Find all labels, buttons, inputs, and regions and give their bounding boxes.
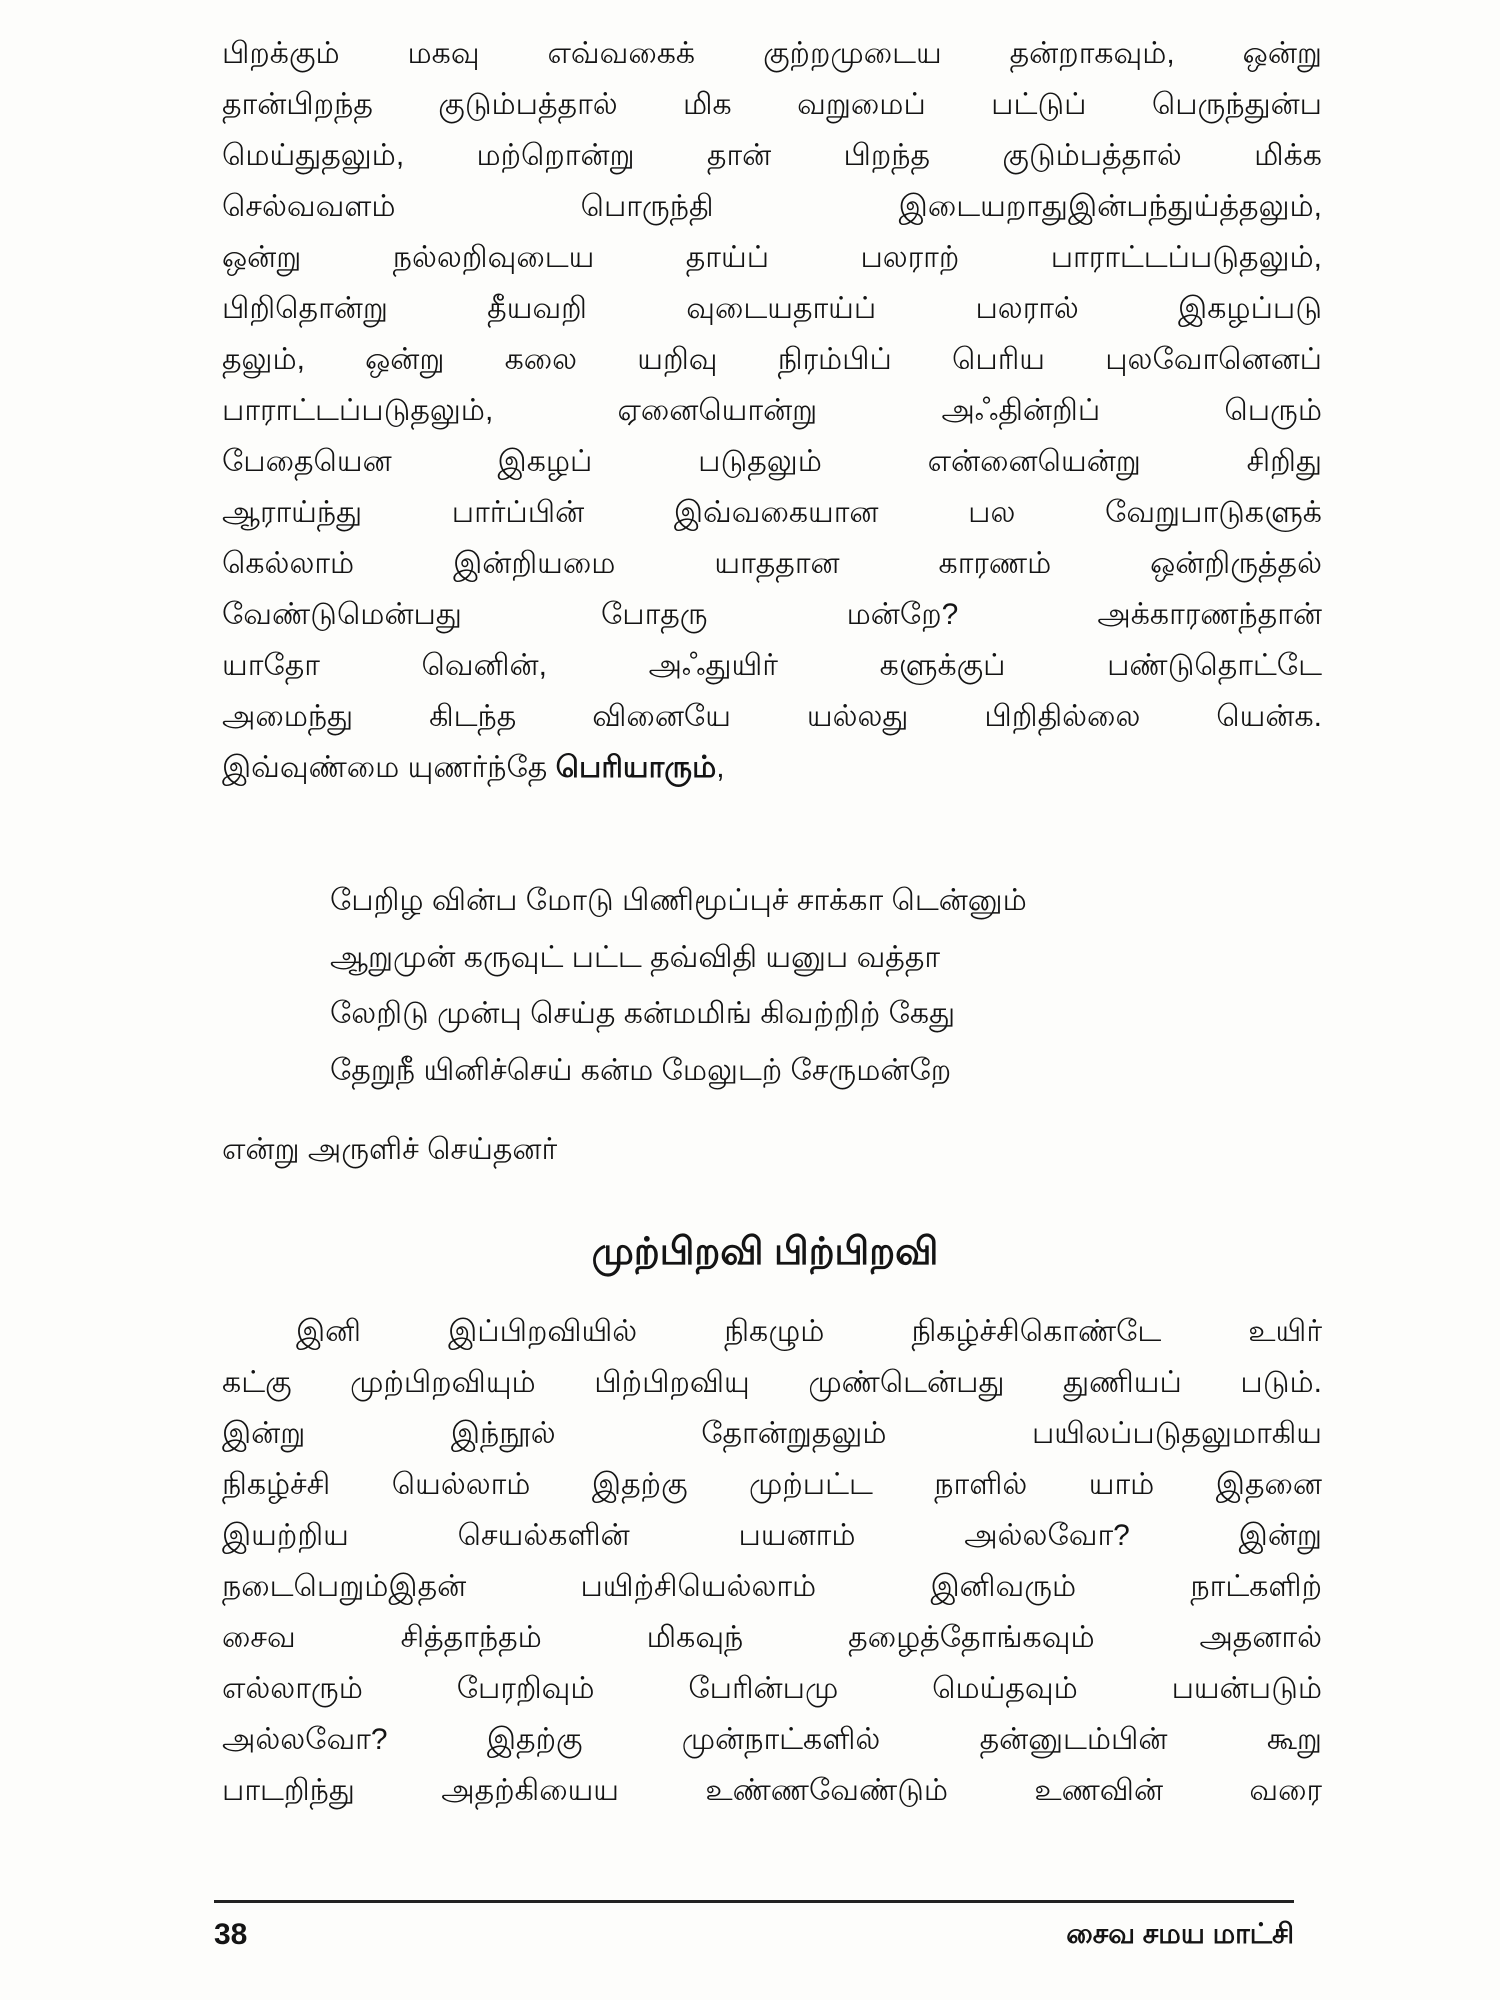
text-line: மெய்துதலும், மற்றொன்று தான் பிறந்த குடும்பத்தால் மிக்க (222, 139, 1322, 172)
page-number: 38 (214, 1918, 248, 1951)
after-verse-line: என்று அருளிச் செய்தனர் (222, 1133, 558, 1166)
text-line: கட்கு முற்பிறவியும் பிற்பிறவியு முண்டென்பது துணியப் படும். (222, 1366, 1322, 1399)
text-line: பிறக்கும் மகவு எவ்வகைக் குற்றமுடைய தன்றாகவும், ஒன்று (222, 37, 1322, 70)
text-line: யாதோ வெனின், அஃதுயிர் களுக்குப் பண்டுதொட்டே (222, 649, 1322, 682)
section-heading: முற்பிறவி பிற்பிறவி (591, 1231, 939, 1273)
text-line: பேதையென இகழப் படுதலும் என்னையென்று சிறிது (222, 445, 1322, 478)
text-line: செல்வவளம் பொருந்தி இடையறாதுஇன்பந்துய்த்தலும், (222, 190, 1322, 223)
text-line: அமைந்து கிடந்த வினையே யல்லது பிறிதில்லை யென்க. (222, 700, 1322, 733)
text-line: சைவ சித்தாந்தம் மிகவுந் தழைத்தோங்கவும் அதனால் (222, 1621, 1322, 1654)
text-line: பாராட்டப்படுதலும், ஏனையொன்று அஃதின்றிப் பெரும் (222, 394, 1322, 427)
text-line: தலும், ஒன்று கலை யறிவு நிரம்பிப் பெரிய புலவோனெனப் (222, 343, 1322, 376)
text-line: இயற்றிய செயல்களின் பயனாம் அல்லவோ? இன்று (222, 1519, 1322, 1552)
text: , (716, 751, 725, 784)
text-line: கெல்லாம் இன்றியமை யாததான காரணம் ஒன்றிருத்தல் (222, 547, 1322, 580)
footer-rule (214, 1900, 1294, 1903)
text-line: நிகழ்ச்சி யெல்லாம் இதற்கு முற்பட்ட நாளில் யாம் இதனை (222, 1468, 1322, 1501)
verse-line: ஆறுமுன் கருவுட் பட்ட தவ்விதி யனுப வத்தா (330, 940, 941, 974)
running-title: சைவ சமய மாட்சி (1066, 1918, 1294, 1949)
text: இவ்வுண்மை யுணர்ந்தே (222, 751, 556, 784)
verse-line: பேறிழ வின்ப மோடு பிணிமூப்புச் சாக்கா டென்னும் (330, 884, 1027, 917)
bold-text: பெரியாரும் (555, 751, 717, 784)
text-line: நடைபெறும்இதன் பயிற்சியெல்லாம் இனிவரும் நாட்களிற் (222, 1570, 1322, 1603)
text-line: பிறிதொன்று தீயவறி வுடையதாய்ப் பலரால் இகழப்படு (222, 292, 1322, 325)
paragraph-1-last-line (222, 748, 1322, 788)
text-line: ஒன்று நல்லறிவுடைய தாய்ப் பலராற் பாராட்டப்படுதலும், (222, 241, 1322, 274)
text-line: இனி இப்பிறவியில் நிகழும் நிகழ்ச்சிகொண்டே உயிர் (296, 1315, 1322, 1348)
verse-line: லேறிடு முன்பு செய்த கன்மமிங் கிவற்றிற் கேது (330, 997, 956, 1030)
text-line: பாடறிந்து அதற்கியைய உண்ணவேண்டும் உணவின் வரை (222, 1774, 1322, 1807)
text-line: அல்லவோ? இதற்கு முன்நாட்களில் தன்னுடம்பின் கூறு (222, 1723, 1322, 1756)
text-line: எல்லாரும் பேரறிவும் பேரின்பமு மெய்தவும் பயன்படும் (222, 1672, 1322, 1705)
text-line: வேண்டுமென்பது போதரு மன்றே? அக்காரணந்தான் (222, 598, 1322, 631)
text-line: ஆராய்ந்து பார்ப்பின் இவ்வகையான பல வேறுபாடுகளுக் (222, 496, 1322, 529)
text-line: இன்று இந்நூல் தோன்றுதலும் பயிலப்படுதலுமாகிய (222, 1417, 1322, 1450)
text-line: தான்பிறந்த குடும்பத்தால் மிக வறுமைப் பட்டுப் பெருந்துன்ப (222, 88, 1322, 121)
verse-line: தேறுநீ யினிச்செய் கன்ம மேலுடற் சேருமன்றே (330, 1053, 952, 1087)
